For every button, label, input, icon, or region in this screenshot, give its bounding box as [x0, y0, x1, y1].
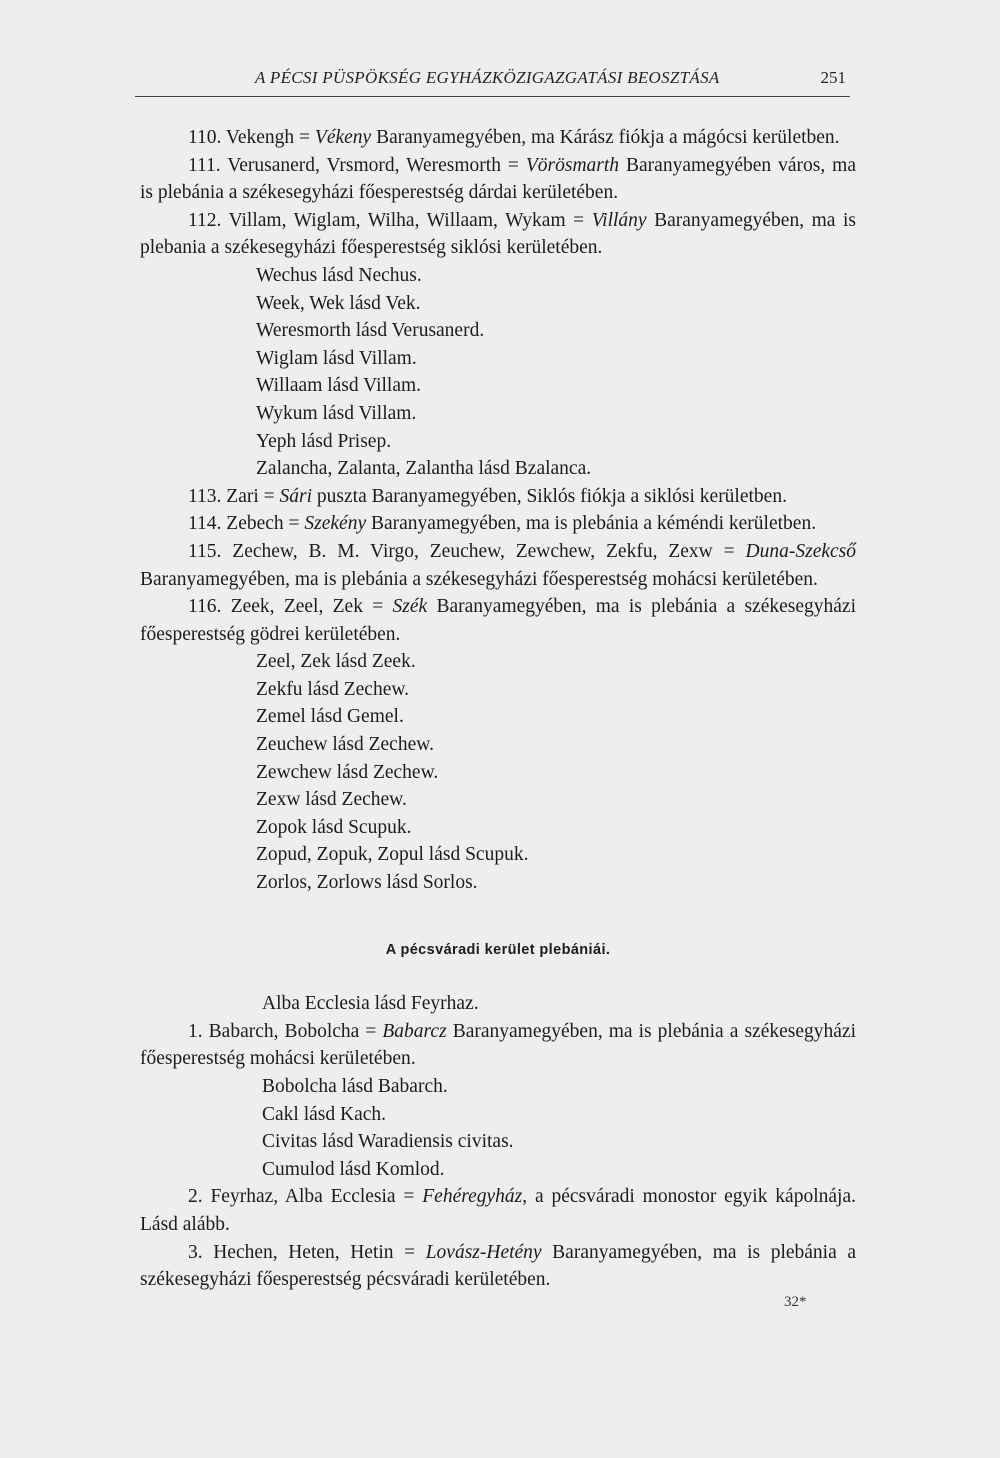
entry-modern-name: Duna-Szekcső	[745, 540, 856, 562]
running-head	[135, 64, 850, 97]
entry-text: puszta Baranyamegyében, Siklós fiókja a siklósi kerületben.	[312, 485, 787, 507]
cross-reference: Zemel lásd Gemel.	[256, 706, 404, 728]
entry-modern-name: Lovász-Hetény	[425, 1241, 542, 1263]
entry-paragraph	[140, 1239, 856, 1294]
cross-reference: Zopud, Zopuk, Zopul lásd Scupuk.	[256, 844, 529, 866]
entry-text: Baranyamegyében, ma Kárász fiókja a mágócsi kerületben.	[371, 127, 840, 148]
entry-text: Baranyamegyében, ma is plebánia a kéméndi kerületben.	[366, 513, 817, 535]
entries-group-c	[140, 1018, 856, 1073]
entry-number: 111.	[188, 154, 221, 176]
entry-number: 116.	[188, 596, 222, 618]
entry-text: Zeek, Zeel, Zek =	[221, 596, 393, 618]
entry-text: Feyrhaz, Alba Ecclesia =	[202, 1186, 423, 1208]
cross-reference: Wiglam lásd Villam.	[256, 347, 417, 369]
entry-number: 112.	[188, 209, 222, 231]
entry-number: 2.	[188, 1186, 203, 1208]
entry-number: 110.	[188, 127, 222, 148]
cross-reference: Zeel, Zek lásd Zeek.	[256, 651, 416, 673]
entry-text: Baranyamegyében, ma is plebania a székesegyházi főesperestség siklósi kerületében.	[140, 209, 856, 259]
entry-text: Verusanerd, Vrsmord, Weresmorth =	[220, 154, 526, 176]
running-head-title: A PÉCSI PÜSPÖKSÉG EGYHÁZKÖZIGAZGATÁSI BEOSZTÁSA	[255, 68, 720, 87]
entry-modern-name: Villány	[591, 209, 647, 231]
cross-reference: Zekfu lásd Zechew.	[256, 678, 410, 700]
entry-modern-name: Szekény	[304, 513, 367, 535]
entry-paragraph	[140, 483, 856, 511]
main-text	[140, 124, 856, 1294]
entry-modern-name: Babarcz	[382, 1020, 447, 1042]
cross-references-c	[140, 1073, 856, 1183]
cross-reference: Weresmorth lásd Verusanerd.	[256, 320, 485, 342]
cross-reference: Week, Wek lásd Vek.	[256, 292, 421, 314]
entry-modern-name: Vörösmarth	[525, 154, 620, 176]
cross-reference: Civitas lásd Waradiensis civitas.	[262, 1131, 514, 1153]
cross-reference: Zalancha, Zalanta, Zalantha lásd Bzalanca.	[256, 458, 592, 480]
entry-number: 1.	[188, 1020, 203, 1042]
entry-text: Villam, Wiglam, Wilha, Willaam, Wykam =	[221, 209, 592, 231]
entry-modern-name: Vékeny	[314, 127, 372, 148]
entry-number: 115.	[188, 540, 222, 562]
cross-reference: Bobolcha lásd Babarch.	[262, 1076, 448, 1097]
cross-reference: Zexw lásd Zechew.	[256, 789, 407, 811]
entry-text: Zebech =	[221, 513, 305, 535]
entry-modern-name: Fehéregyház	[422, 1186, 523, 1208]
entry-text: Babarch, Bobolcha =	[202, 1020, 383, 1042]
entry-text: Baranyamegyében, ma is plebánia a székesegyházi főesperestség mohácsi kerületében.	[140, 568, 818, 590]
entry-paragraph	[140, 1183, 856, 1238]
entry-text: Vekengh =	[221, 127, 315, 148]
cross-reference: Wykum lásd Villam.	[256, 402, 417, 424]
cross-reference: Cakl lásd Kach.	[262, 1103, 387, 1125]
cross-reference: Wechus lásd Nechus.	[256, 264, 422, 286]
section-heading: A pécsváradi kerület plebániái.	[385, 941, 611, 958]
entry-paragraph	[140, 510, 856, 538]
cross-references-a	[140, 262, 856, 483]
entry-paragraph	[140, 1018, 856, 1073]
cross-reference: Yeph lásd Prisep.	[256, 430, 392, 452]
signature-mark: 32*	[784, 1294, 807, 1310]
entry-paragraph	[140, 593, 856, 648]
entry-paragraph	[140, 538, 856, 593]
entries-group-d	[140, 1183, 856, 1293]
entry-number: 3.	[188, 1241, 203, 1263]
entry-modern-name: Sári	[279, 485, 313, 507]
entry-paragraph	[140, 152, 856, 207]
cross-reference: Willaam lásd Villam.	[256, 375, 422, 397]
page-number: 251	[820, 68, 846, 87]
cross-reference: Zewchew lásd Zechew.	[256, 761, 439, 783]
entry-text: Baranyamegyében, ma is plebánia a székesegyházi főesperestség gödrei kerületében.	[140, 596, 856, 645]
cross-reference: Alba Ecclesia lásd Feyrhaz.	[262, 993, 479, 1015]
entry-text: Zari =	[221, 485, 280, 507]
entry-paragraph	[140, 207, 856, 262]
entry-text: , a pécsváradi monostor egyik kápolnája. Lásd alább.	[140, 1186, 856, 1235]
cross-references-b	[140, 648, 856, 896]
entries-group-a	[140, 124, 856, 262]
entry-text: Hechen, Heten, Hetin =	[202, 1241, 426, 1263]
cross-reference: Zopok lásd Scupuk.	[256, 816, 412, 838]
cross-reference: Cumulod lásd Komlod.	[262, 1158, 445, 1180]
entry-text: Baranyamegyében város, ma is plebánia a székesegyházi főesperestség dárdai kerületében.	[140, 154, 856, 204]
entries-group-b	[140, 483, 856, 649]
entry-text: Zechew, B. M. Virgo, Zeuchew, Zewchew, Zekfu, Zexw =	[221, 540, 746, 562]
cross-reference: Zorlos, Zorlows lásd Sorlos.	[256, 872, 478, 894]
entry-number: 113.	[188, 485, 222, 507]
entry-text: Baranyamegyében, ma is plebánia a székesegyházi főesperestség mohácsi kerületében.	[140, 1020, 856, 1070]
cross-reference: Zeuchew lásd Zechew.	[256, 734, 434, 756]
entry-paragraph	[140, 124, 856, 152]
entry-modern-name: Szék	[392, 596, 428, 618]
entry-text: Baranyamegyében, ma is plebánia a székesegyházi főesperestség pécsváradi kerületében.	[140, 1241, 856, 1291]
entry-number: 114.	[188, 513, 222, 535]
